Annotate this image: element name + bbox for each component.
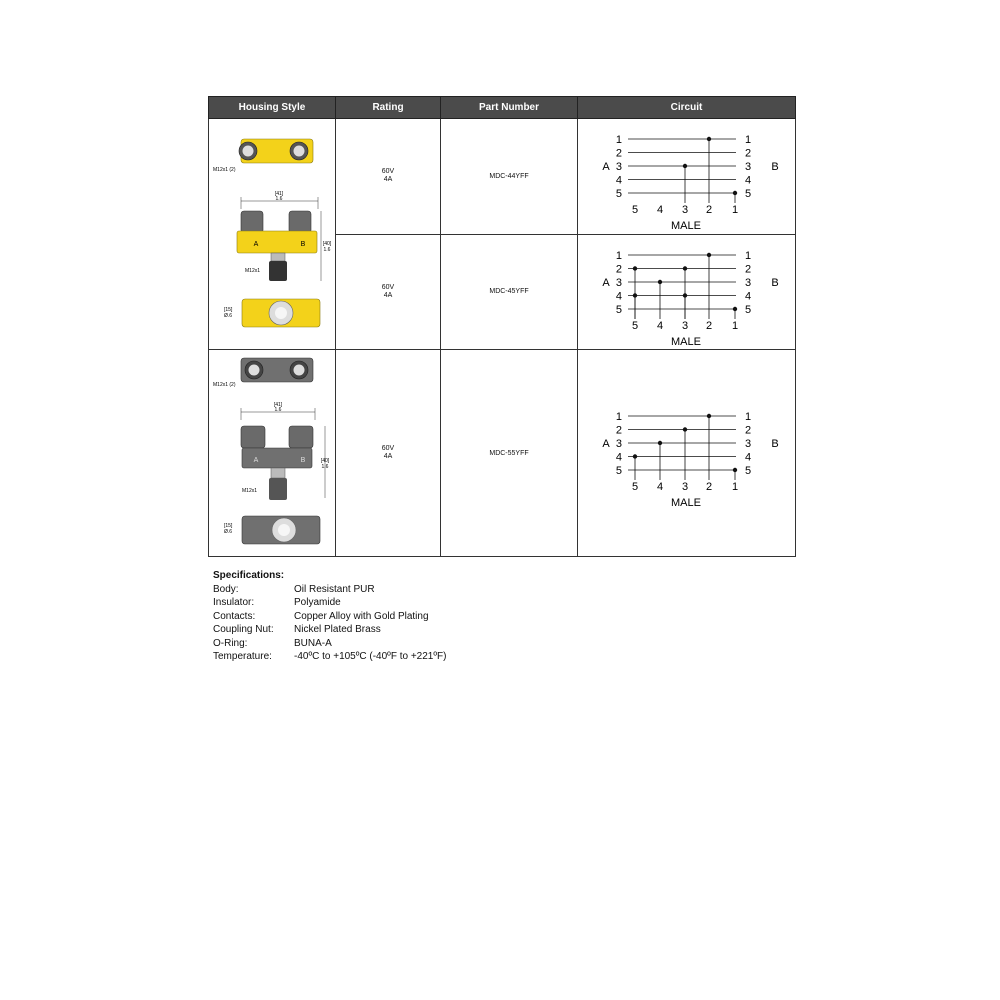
spec-value: Copper Alloy with Gold Plating xyxy=(294,610,429,622)
spec-key: Body: xyxy=(213,583,239,595)
spec-key: Temperature: xyxy=(213,651,272,662)
pin-label: 1 xyxy=(731,319,739,332)
pin-label: 4 xyxy=(745,451,752,464)
spec-sheet xyxy=(208,96,795,557)
housing-gray-cell xyxy=(209,350,336,557)
circuit-junction xyxy=(733,191,737,195)
table-header-row xyxy=(209,97,796,119)
part-number: MDC-55YFF xyxy=(441,350,578,557)
circuit-junction xyxy=(707,137,711,141)
pin-label: 3 xyxy=(681,319,689,332)
pin-label: 1 xyxy=(731,204,739,217)
pin-label: 4 xyxy=(656,481,664,493)
circuit-caption: MALE xyxy=(671,335,701,348)
gray-housing-drawing xyxy=(209,350,335,556)
pin-label: 5 xyxy=(615,303,622,316)
part-number: MDC-45YFF xyxy=(441,234,578,350)
header-rating: Rating xyxy=(336,97,441,119)
rating-cell: 60V 4A xyxy=(336,350,441,557)
svg-text:A: A xyxy=(253,241,259,248)
pin-label: 5 xyxy=(745,465,752,477)
pin-label: 4 xyxy=(745,290,752,303)
circuit-junction xyxy=(683,266,687,270)
pin-label: 5 xyxy=(615,188,622,201)
pin-label: 5 xyxy=(631,481,639,493)
rating-cell: 60V 4A xyxy=(336,234,441,350)
part-number: MDC-44YFF xyxy=(441,119,578,235)
pin-label: 2 xyxy=(615,424,622,437)
spec-row xyxy=(213,637,446,651)
thread-dual-label: M12x1 (2) xyxy=(213,167,236,173)
pin-label: 2 xyxy=(745,147,752,160)
specifications xyxy=(213,569,446,664)
header-circuit: Circuit xyxy=(578,97,796,119)
svg-text:[41]: [41] xyxy=(274,191,284,197)
svg-text:M12x1: M12x1 xyxy=(242,488,258,494)
spec-row xyxy=(213,650,446,664)
circuit-junction xyxy=(683,293,687,297)
table-row xyxy=(209,350,796,557)
spec-key: Contacts: xyxy=(213,610,256,622)
circuit-caption: MALE xyxy=(671,220,701,233)
circuit-junction xyxy=(633,454,637,458)
svg-text:M12x1: M12x1 xyxy=(245,268,261,274)
side-a-label: A xyxy=(602,276,610,289)
circuit-junction xyxy=(707,253,711,257)
svg-text:1.6: 1.6 xyxy=(321,464,329,470)
spec-row xyxy=(213,583,446,597)
svg-text:[15]: [15] xyxy=(224,307,233,313)
circuit-cell xyxy=(578,350,796,557)
yellow-housing-drawing xyxy=(209,119,335,349)
pin-label: 4 xyxy=(656,319,664,332)
pin-label: 2 xyxy=(615,263,622,276)
pin-label: 3 xyxy=(745,438,752,450)
pin-label: 5 xyxy=(631,319,639,332)
circuit-junction xyxy=(658,441,662,445)
pin-label: 3 xyxy=(615,161,622,174)
pin-label: 2 xyxy=(705,204,713,217)
pin-label: 1 xyxy=(615,249,622,262)
pin-label: 5 xyxy=(745,303,752,316)
circuit-caption: MALE xyxy=(671,497,701,509)
pin-label: 3 xyxy=(681,204,689,217)
svg-text:Ø.6: Ø.6 xyxy=(224,529,233,535)
spec-key: O-Ring: xyxy=(213,637,248,649)
pin-label: 4 xyxy=(615,174,622,187)
pin-label: 2 xyxy=(615,147,622,160)
circuit-junction xyxy=(683,427,687,431)
pin-label: 2 xyxy=(705,481,713,493)
circuit-junction xyxy=(633,266,637,270)
circuit-junction xyxy=(658,280,662,284)
product-table xyxy=(208,96,796,557)
circuit-diagram xyxy=(578,119,795,233)
pin-label: 1 xyxy=(745,411,752,423)
side-b-label: B xyxy=(771,276,779,289)
circuit-junction xyxy=(683,164,687,168)
side-a-label: A xyxy=(602,161,610,174)
pin-label: 1 xyxy=(731,481,739,493)
side-b-label: B xyxy=(771,161,779,174)
svg-text:Ø.6: Ø.6 xyxy=(224,313,233,319)
svg-text:1.6: 1.6 xyxy=(274,407,282,413)
svg-text:[40]: [40] xyxy=(320,458,330,464)
svg-text:M12x1 (2): M12x1 (2) xyxy=(213,382,236,388)
circuit-junction xyxy=(733,468,737,472)
svg-text:B: B xyxy=(300,457,306,464)
header-housing-style: Housing Style xyxy=(209,97,336,119)
header-part-number: Part Number xyxy=(441,97,578,119)
side-b-label: B xyxy=(771,438,779,450)
pin-label: 5 xyxy=(615,465,622,477)
pin-label: 3 xyxy=(745,161,752,174)
circuit-diagram xyxy=(578,235,795,349)
svg-text:A: A xyxy=(253,457,259,464)
table-row xyxy=(209,119,796,235)
pin-label: 3 xyxy=(615,276,622,289)
spec-value: BUNA-A xyxy=(294,637,332,649)
spec-row xyxy=(213,596,446,610)
svg-text:1.6: 1.6 xyxy=(275,196,283,202)
pin-label: 1 xyxy=(745,134,752,147)
svg-text:B: B xyxy=(300,241,306,248)
pin-label: 5 xyxy=(631,204,639,217)
pin-label: 4 xyxy=(615,451,622,464)
pin-label: 4 xyxy=(615,290,622,303)
pin-label: 3 xyxy=(615,438,622,450)
pin-label: 2 xyxy=(705,319,713,332)
spec-value: Oil Resistant PUR xyxy=(294,583,375,595)
spec-row xyxy=(213,623,446,637)
side-a-label: A xyxy=(602,438,610,450)
spec-key: Insulator: xyxy=(213,597,255,608)
spec-row xyxy=(213,610,446,624)
spec-value: Polyamide xyxy=(294,597,341,608)
housing-yellow-cell xyxy=(209,119,336,350)
circuit-junction xyxy=(633,293,637,297)
pin-label: 1 xyxy=(615,134,622,147)
spec-value: Nickel Plated Brass xyxy=(294,624,381,635)
pin-label: 2 xyxy=(745,263,752,276)
pin-label: 2 xyxy=(745,424,752,437)
spec-value: -40ºC to +105ºC (-40ºF to +221ºF) xyxy=(294,651,447,662)
pin-label: 3 xyxy=(745,276,752,289)
pin-label: 1 xyxy=(615,411,622,423)
specifications-title: Specifications: xyxy=(213,570,285,581)
circuit-cell xyxy=(578,234,796,350)
svg-text:[41]: [41] xyxy=(273,402,283,408)
svg-text:[15]: [15] xyxy=(224,523,233,529)
pin-label: 1 xyxy=(745,249,752,262)
pin-label: 5 xyxy=(745,188,752,201)
pin-label: 4 xyxy=(656,204,664,217)
svg-text:1.6: 1.6 xyxy=(323,247,331,253)
pin-label: 4 xyxy=(745,174,752,187)
circuit-junction xyxy=(733,307,737,311)
pin-label: 3 xyxy=(681,481,689,493)
circuit-cell xyxy=(578,119,796,235)
svg-text:[40]: [40] xyxy=(322,241,332,247)
circuit-diagram xyxy=(578,350,795,556)
rating-cell: 60V 4A xyxy=(336,119,441,235)
spec-key: Coupling Nut: xyxy=(213,624,274,635)
circuit-junction xyxy=(707,414,711,418)
